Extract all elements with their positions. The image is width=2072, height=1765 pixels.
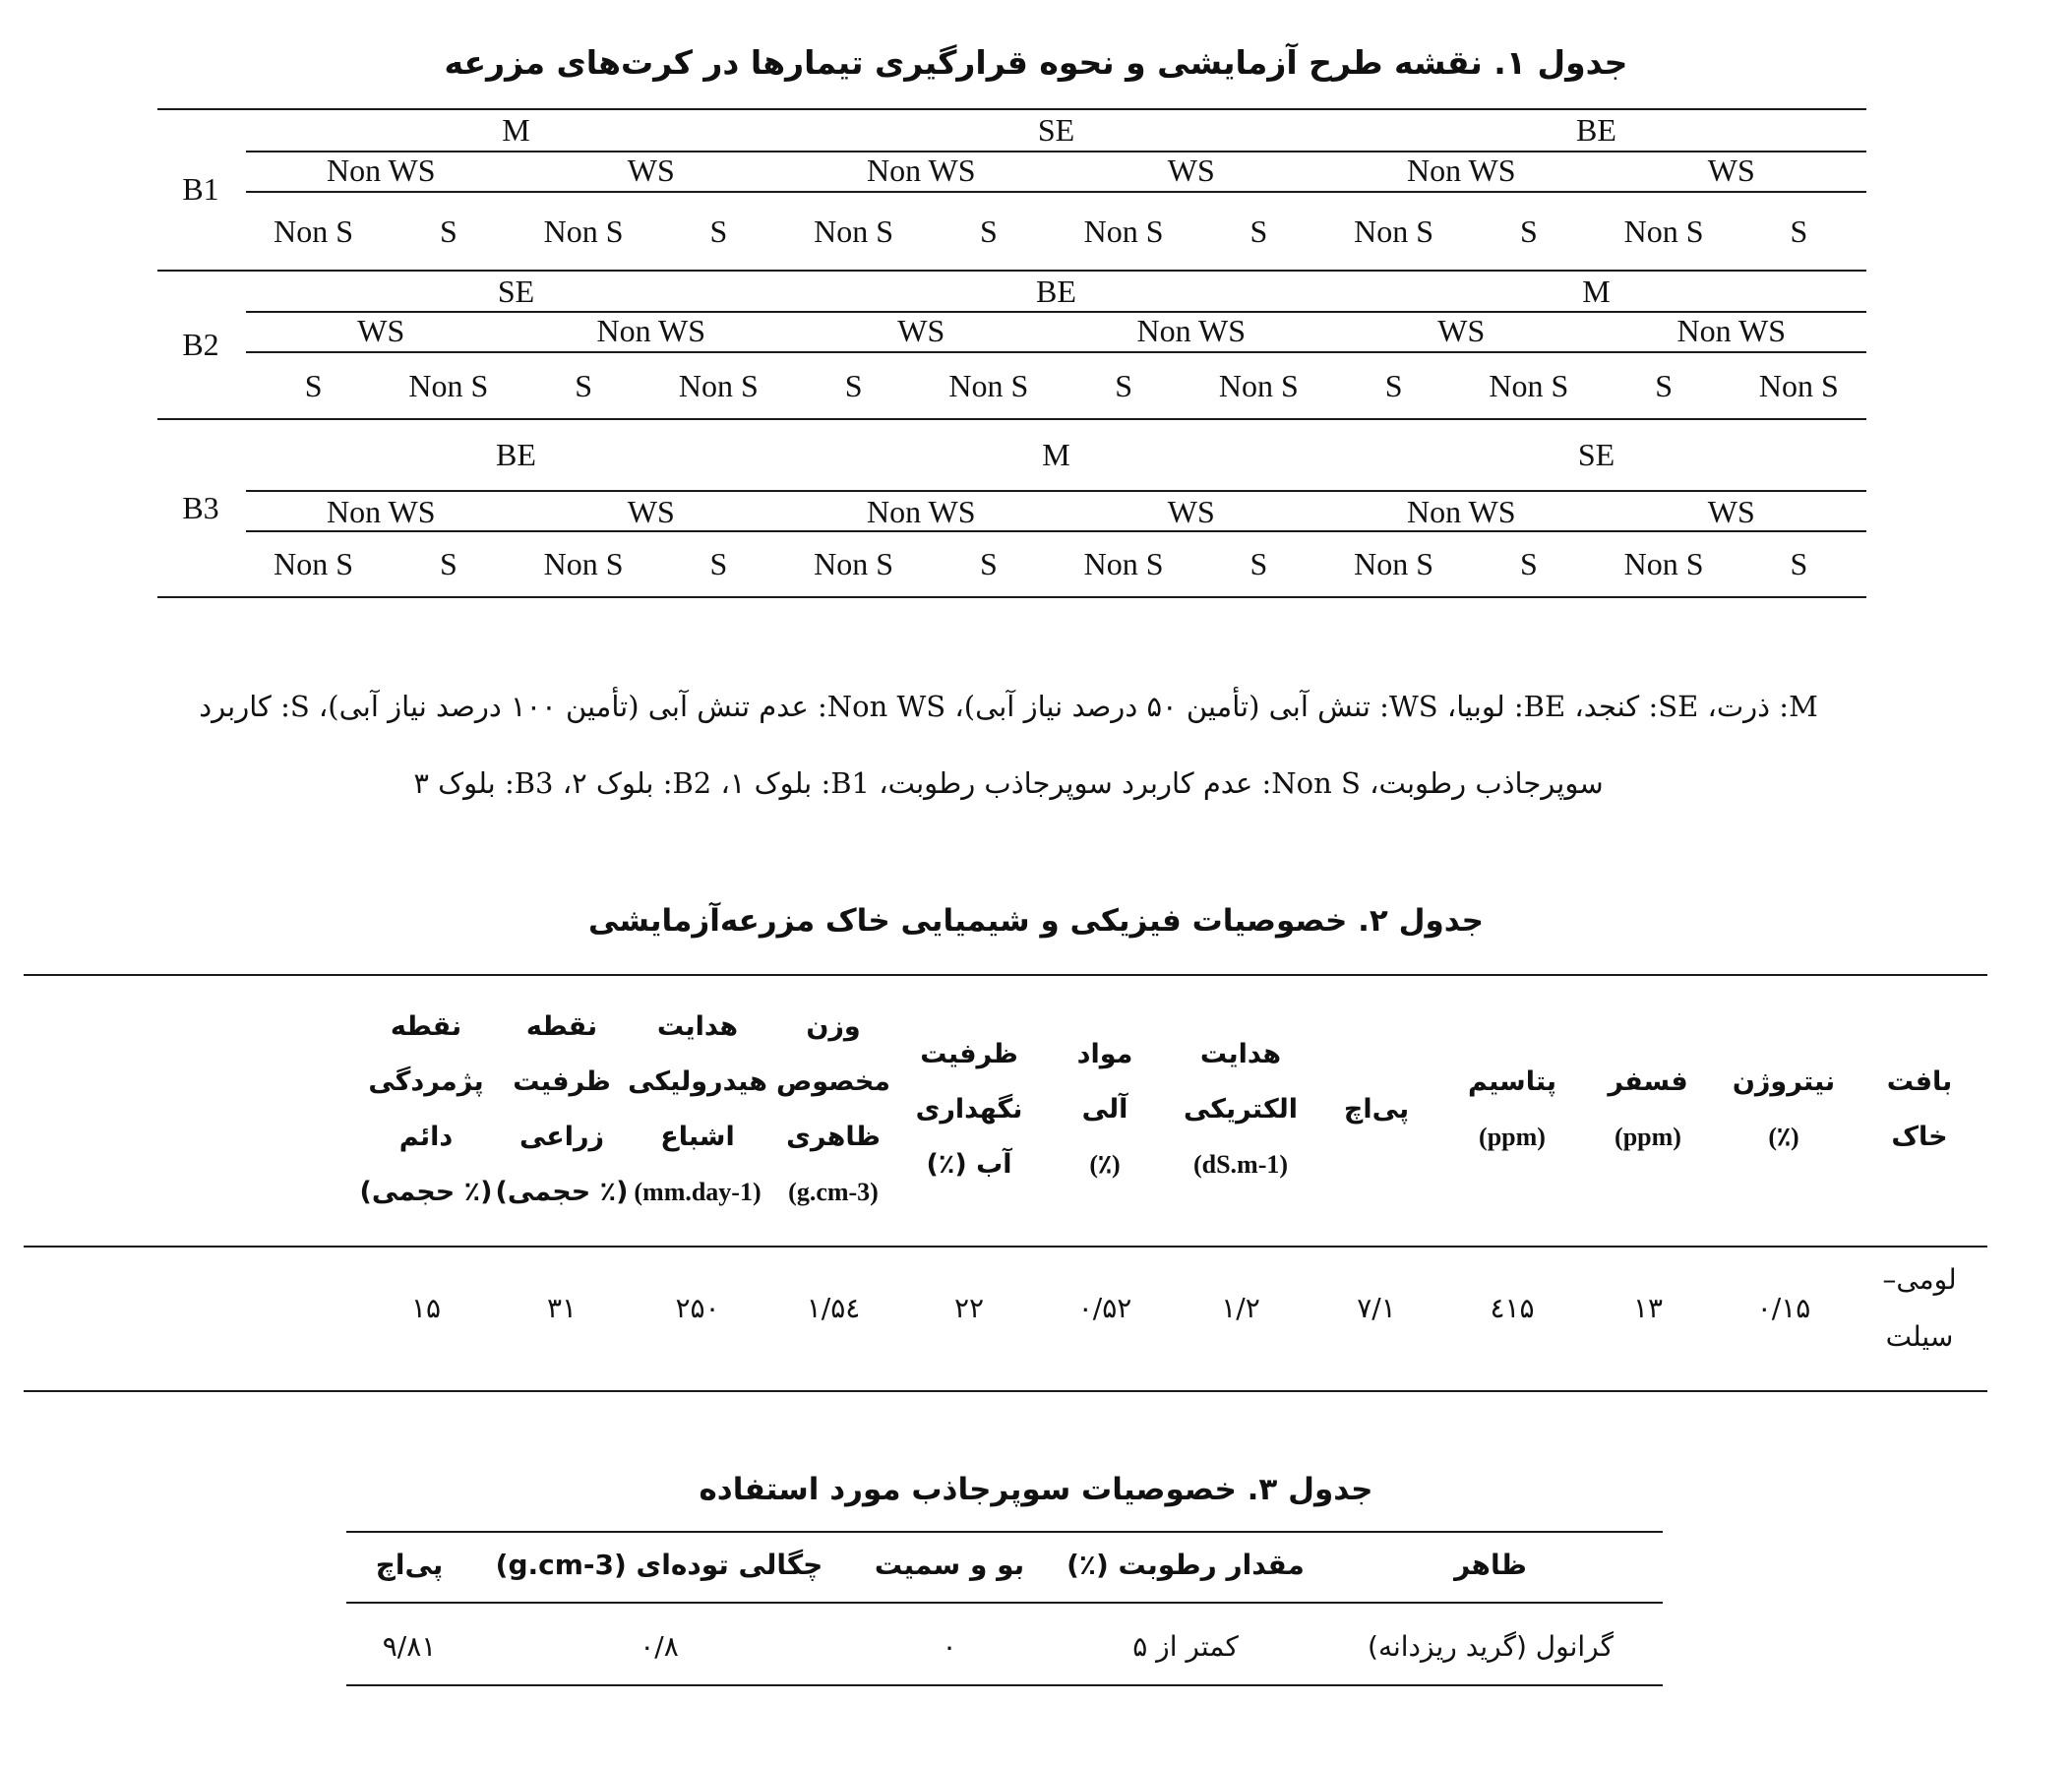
table2-column-header: [1173, 980, 1309, 1240]
table1-legend-line-2: سوپرجاذب رطوبت، Non S: عدم کاربرد سوپرجاذب رطوبت، B1: بلوک ۱، B2: بلوک ۲، B3: بلوک ۳: [413, 766, 1604, 800]
superabsorbent-cell: S: [844, 368, 863, 403]
table2-column-header: [901, 980, 1037, 1240]
water-treatment-header: Non WS: [1406, 152, 1516, 188]
table2-header-rule: [24, 1246, 1987, 1248]
superabsorbent-cell: S: [1249, 546, 1268, 581]
superabsorbent-cell: Non S: [948, 368, 1029, 403]
table2-column-header: [630, 980, 765, 1240]
table2-value: ۱/۵٤: [806, 1292, 861, 1324]
crop-header: SE: [497, 274, 535, 309]
table2-value: ۱۵: [410, 1292, 442, 1324]
superabsorbent-cell: Non S: [678, 368, 759, 403]
table3-column-header: ظاهر: [1454, 1548, 1527, 1581]
superabsorbent-cell: S: [1115, 368, 1133, 403]
water-rule: [246, 191, 1866, 193]
table2-header-line: آب (٪): [926, 1149, 1012, 1180]
table2-header-line: اشباع: [660, 1122, 735, 1152]
table2-header-line: هدایت: [1199, 1039, 1282, 1069]
table3-value: ۹/۸۱: [382, 1629, 437, 1663]
superabsorbent-cell: S: [1384, 368, 1403, 403]
superabsorbent-cell: S: [1249, 213, 1268, 249]
superabsorbent-cell: Non S: [543, 213, 624, 249]
superabsorbent-cell: S: [439, 546, 457, 581]
table2-header-line: پژمردگی: [368, 1066, 484, 1097]
table2-column-header: [1037, 980, 1173, 1240]
table2-header-line: فسفر: [1608, 1066, 1688, 1097]
water-treatment-header: Non WS: [326, 152, 436, 188]
table2-header-unit: (٪): [1768, 1123, 1799, 1151]
table2-value: ۲۵۰: [675, 1292, 720, 1324]
table2-column-header: [765, 980, 901, 1240]
water-treatment-header: WS: [1707, 152, 1755, 188]
table2-value: ۰/۱۵: [1756, 1292, 1811, 1324]
water-treatment-header: Non WS: [596, 313, 706, 348]
table2-header-line: ظرفیت: [920, 1039, 1018, 1069]
crop-header: M: [1042, 437, 1070, 472]
water-treatment-header: WS: [1707, 494, 1755, 529]
table2-bottom-rule: [24, 1390, 1987, 1392]
table3-value: ۰: [942, 1629, 957, 1663]
table2-column-header: [1580, 980, 1716, 1240]
table3-bottom-rule: [346, 1684, 1663, 1686]
water-rule: [246, 351, 1866, 353]
water-treatment-header: WS: [1437, 313, 1486, 348]
table1-legend-line-1: M: ذرت، SE: کنجد، BE: لوبیا، WS: تنش آبی (تأمین ۵۰ درصد نیاز آبی)، Non WS: عدم تنش آبی (تأمین ۱۰۰ درصد نیاز آبی)، S: کاربرد: [199, 690, 1818, 723]
table2-column-header: [1852, 980, 1987, 1240]
superabsorbent-cell: S: [1655, 368, 1674, 403]
water-treatment-header: Non WS: [1676, 313, 1787, 348]
table2-column-header: [1716, 980, 1852, 1240]
block-label: B2: [182, 326, 219, 362]
table2-header-line: نگهداری: [915, 1094, 1023, 1125]
table2-header-unit: (٪): [1089, 1150, 1121, 1179]
water-treatment-header: Non WS: [866, 494, 976, 529]
crop-header: BE: [1576, 112, 1616, 148]
crop-header: BE: [496, 437, 536, 472]
water-treatment-header: Non WS: [1136, 313, 1247, 348]
crop-header: M: [1582, 274, 1611, 309]
superabsorbent-cell: Non S: [814, 213, 894, 249]
table2-column-header: [494, 980, 630, 1240]
table2-value: ۳۱: [546, 1292, 578, 1324]
superabsorbent-cell: S: [1790, 213, 1808, 249]
water-treatment-header: WS: [627, 494, 675, 529]
table2-value: ۰/۵۲: [1077, 1292, 1132, 1324]
superabsorbent-cell: Non S: [1354, 546, 1434, 581]
crop-header: SE: [1577, 437, 1615, 472]
superabsorbent-cell: S: [709, 546, 728, 581]
table2-value: ۷/۱: [1357, 1292, 1396, 1324]
table2-value: ۱/۲: [1221, 1292, 1260, 1324]
water-treatment-header: WS: [627, 152, 675, 188]
water-treatment-header: Non WS: [1406, 494, 1516, 529]
superabsorbent-cell: Non S: [1218, 368, 1299, 403]
table2-header-line: نیتروژن: [1732, 1066, 1836, 1097]
table2-header-line: هیدرولیکی: [628, 1066, 767, 1097]
table2-header-line: آلی: [1081, 1094, 1128, 1125]
table3-top-rule: [346, 1531, 1663, 1533]
water-rule: [246, 530, 1866, 532]
block-bottom-rule: [157, 418, 1866, 420]
table3-title: جدول ۳. خصوصیات سوپرجاذب مورد استفاده: [699, 1472, 1373, 1507]
table2-value: ۲۲: [953, 1292, 985, 1324]
table2-title: جدول ۲. خصوصیات فیزیکی و شیمیایی خاک مزرعه‌آزمایشی: [587, 903, 1485, 939]
superabsorbent-cell: S: [439, 213, 457, 249]
table3-value: گرانول (گرید ریزدانه): [1368, 1629, 1614, 1663]
table3-column-header: مقدار رطوبت (٪): [1066, 1548, 1305, 1581]
crop-header: SE: [1037, 112, 1075, 148]
table3-value: کمتر از ۵: [1132, 1629, 1239, 1663]
table2-header-line: وزن: [806, 1011, 861, 1042]
table2-header-unit: (dS.m-1): [1192, 1150, 1289, 1179]
water-treatment-header: WS: [897, 313, 945, 348]
table2-header-line: (٪ حجمی): [495, 1177, 629, 1207]
water-treatment-header: WS: [357, 313, 405, 348]
table2-header-line: مخصوص: [775, 1066, 891, 1097]
crop-header: BE: [1036, 274, 1076, 309]
table3-column-header: پی‌اچ: [375, 1548, 444, 1581]
superabsorbent-cell: Non S: [1623, 546, 1704, 581]
table2-header-unit: (ppm): [1615, 1123, 1681, 1151]
table3-value: ۰/۸: [640, 1629, 679, 1663]
table2-value: ۱۳: [1632, 1292, 1664, 1324]
table2-header-line: مواد: [1076, 1039, 1133, 1069]
table2-column-header: [358, 980, 494, 1240]
table2-value: لومی– سیلت: [1882, 1263, 1957, 1353]
superabsorbent-cell: S: [979, 213, 998, 249]
superabsorbent-cell: S: [709, 213, 728, 249]
superabsorbent-cell: Non S: [274, 546, 354, 581]
crop-header: M: [502, 112, 530, 148]
table2-header-line: (٪ حجمی): [359, 1177, 493, 1207]
superabsorbent-cell: S: [1519, 213, 1538, 249]
superabsorbent-cell: Non S: [1354, 213, 1434, 249]
superabsorbent-cell: Non S: [408, 368, 489, 403]
water-treatment-header: WS: [1167, 494, 1215, 529]
table2-header-line: هدایت: [656, 1011, 739, 1042]
table3-column-header: بو و سمیت: [874, 1548, 1025, 1581]
table2-value: ٤۱۵: [1490, 1292, 1535, 1324]
table2-header-line: خاک: [1891, 1122, 1948, 1152]
superabsorbent-cell: Non S: [814, 546, 894, 581]
superabsorbent-cell: Non S: [1083, 213, 1164, 249]
superabsorbent-cell: S: [304, 368, 323, 403]
superabsorbent-cell: S: [979, 546, 998, 581]
table2-header-line: ظاهری: [786, 1122, 881, 1152]
water-treatment-header: WS: [1167, 152, 1215, 188]
table2-header-line: بافت: [1886, 1066, 1953, 1097]
superabsorbent-cell: Non S: [1623, 213, 1704, 249]
table2-header-line: الکتریکی: [1183, 1094, 1299, 1125]
table2-header-line: پی‌اچ: [1343, 1094, 1410, 1125]
water-treatment-header: Non WS: [866, 152, 976, 188]
table2-header-unit: (ppm): [1479, 1123, 1546, 1151]
superabsorbent-cell: Non S: [274, 213, 354, 249]
superabsorbent-cell: Non S: [543, 546, 624, 581]
superabsorbent-cell: Non S: [1758, 368, 1839, 403]
water-treatment-header: Non WS: [326, 494, 436, 529]
table1-title: جدول ۱. نقشه طرح آزمایشی و نحوه قرارگیری تیمارها در کرت‌های مزرعه: [444, 43, 1628, 82]
superabsorbent-cell: Non S: [1083, 546, 1164, 581]
table2-header-line: نقطه ظرفیت: [513, 1011, 611, 1097]
table2-header-line: زراعی: [518, 1122, 605, 1152]
block-label: B3: [182, 489, 219, 525]
superabsorbent-cell: Non S: [1489, 368, 1569, 403]
table2-top-rule: [24, 974, 1987, 976]
table3-column-header: چگالی توده‌ای (g.cm-3): [495, 1548, 823, 1581]
block-bottom-rule: [157, 596, 1866, 598]
table2-header-line: نقطه: [390, 1011, 462, 1042]
table2-column-header: [1309, 980, 1444, 1240]
superabsorbent-cell: S: [575, 368, 593, 403]
table2-header-line: پتاسیم: [1467, 1066, 1557, 1097]
block-label: B1: [182, 171, 219, 207]
superabsorbent-cell: S: [1519, 546, 1538, 581]
table2-header-unit: (g.cm-3): [788, 1178, 879, 1206]
table3-header-rule: [346, 1602, 1663, 1604]
table2-header-unit: (mm.day-1): [634, 1178, 762, 1206]
table2-header-line: دائم: [398, 1122, 454, 1152]
table2-column-header: [1444, 980, 1580, 1240]
superabsorbent-cell: S: [1790, 546, 1808, 581]
